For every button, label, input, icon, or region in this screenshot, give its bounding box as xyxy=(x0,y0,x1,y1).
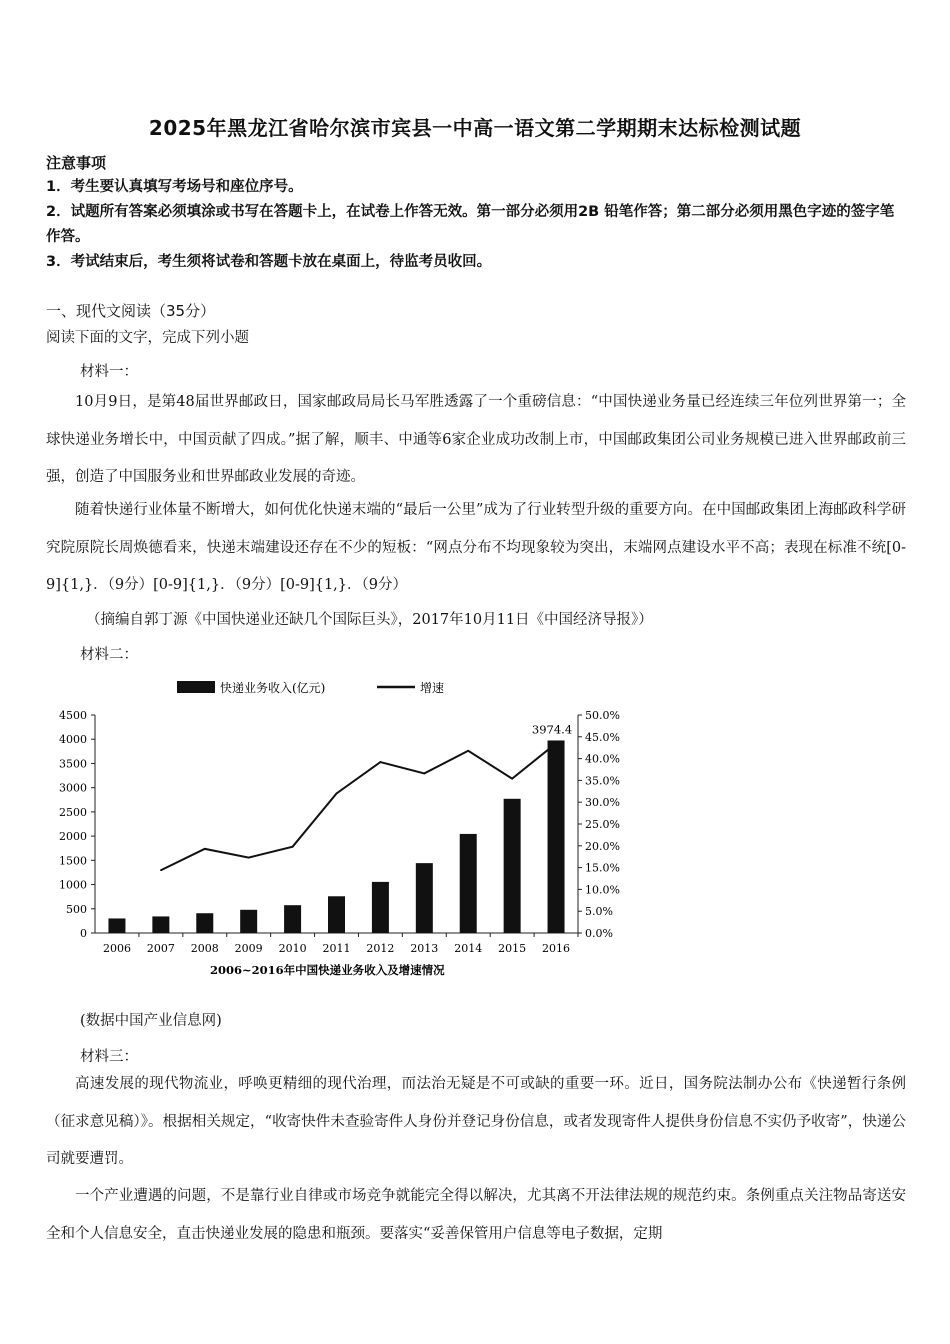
material3-paragraph-1: 高速发展的现代物流业，呼唤更精细的现代治理，而法治无疑是不可或缺的重要一环。近日，国务院法制办公布《快递暂行条例（征求意见稿）》。根据相关规定，“收寄快件未查验寄件人身份并登记身份信息，或者发现寄件人提供身份信息不实仍予收寄”，快递公司就要遭罚。 xyxy=(46,1076,906,1167)
bar-2006 xyxy=(108,918,125,933)
bar-data-label: 3974.4 xyxy=(531,722,573,737)
revenue-growth-chart xyxy=(40,668,640,988)
bar-2008 xyxy=(196,913,213,933)
left-tick-label: 3000 xyxy=(59,781,87,795)
material3-paragraph-2: 一个产业遭遇的问题，不是靠行业自律或市场竞争就能完全得以解决，尤其离不开法律法规的规范约束。条例重点关注物品寄送安全和个人信息安全，直击快递业发展的隐患和瓶颈。要落实“妥善保管用户信息等电子数据，定期 xyxy=(46,1188,906,1242)
x-tick-label: 2012 xyxy=(366,942,395,955)
growth-point xyxy=(336,793,338,795)
material1-paragraph-1: 10月9日，是第48届世界邮政日，国家邮政局局长马军胜透露了一个重磅信息：“中国快递业务量已经连续三年位列世界第一；全球快递业务增长中，中国贡献了四成。”据了解，顺丰、中通等6家企业成功改制上市，中国邮政集团公司业务规模已进入世界邮政前三强，创造了中国服务业和世界邮政业发展的奇迹。 xyxy=(46,394,906,485)
instruction: 阅读下面的文字，完成下列小题 xyxy=(46,330,249,346)
growth-point xyxy=(292,846,294,848)
material1-label: 材料一： xyxy=(80,364,138,380)
left-tick-label: 1000 xyxy=(59,878,87,892)
right-tick-label: 40.0% xyxy=(585,752,620,766)
right-tick-label: 35.0% xyxy=(585,774,620,788)
bar-2009 xyxy=(240,910,257,933)
growth-point xyxy=(511,778,513,780)
growth-line xyxy=(161,743,556,870)
material1-source: （摘编自郭丁源《中国快递业还缺几个国际巨头》，2017年10月11日《中国经济导报》） xyxy=(86,612,653,628)
bar-2015 xyxy=(504,799,521,933)
left-tick-label: 1500 xyxy=(59,854,87,868)
notice-item-1: 1．考生要认真填写考场号和座位序号。 xyxy=(46,179,303,195)
bar-2013 xyxy=(416,863,433,933)
growth-point xyxy=(555,743,557,745)
right-tick-label: 0.0% xyxy=(585,927,613,940)
right-tick-label: 25.0% xyxy=(585,818,620,831)
notice-heading: 注意事项 xyxy=(46,154,107,172)
material2-label: 材料二： xyxy=(80,647,138,663)
bar-2007 xyxy=(152,916,169,933)
x-tick-label: 2016 xyxy=(542,942,571,955)
bar-2012 xyxy=(372,882,389,933)
material1-paragraph-2: 随着快递行业体量不断增大，如何优化快递末端的“最后一公里”成为了行业转型升级的重要方向。在中国邮政集团上海邮政科学研究院原院长周焕德看来，快递末端建设还存在不少的短板：“网点分布不均现象较为突出，末端网点建设水平不高；表现在标准不统[0-9]{1,}．（9分）[0-9]{1,}．（9分）[0-9]{1,}．（9分） xyxy=(46,502,906,593)
right-tick-label: 15.0% xyxy=(585,861,620,875)
notice-item-2: 2．试题所有答案必须填涂或书写在答题卡上，在试卷上作答无效。第一部分必须用2B 铅笔作答；第二部分必须用黑色字迹的签字笔作答。 xyxy=(46,204,895,245)
right-tick-label: 50.0% xyxy=(585,709,620,722)
left-tick-label: 2500 xyxy=(59,805,87,819)
material3-label: 材料三： xyxy=(80,1049,138,1065)
legend-bar-label: 快递业务收入(亿元) xyxy=(220,681,326,695)
bar-2010 xyxy=(284,905,301,933)
right-tick-label: 5.0% xyxy=(585,905,613,919)
chart-legend xyxy=(177,680,444,695)
x-tick-label: 2015 xyxy=(498,942,527,955)
legend-bar-swatch xyxy=(177,681,215,693)
left-tick-label: 4000 xyxy=(59,733,87,747)
x-tick-label: 2007 xyxy=(146,942,175,955)
chart-growth-line xyxy=(160,743,557,871)
left-tick-label: 0 xyxy=(80,927,87,940)
legend-line-label: 增速 xyxy=(420,681,445,695)
growth-point xyxy=(380,761,382,763)
left-tick-label: 500 xyxy=(66,902,87,916)
growth-point xyxy=(467,750,469,752)
left-tick-label: 3500 xyxy=(59,757,87,771)
left-tick-label: 4500 xyxy=(59,709,87,722)
right-tick-label: 45.0% xyxy=(585,730,620,744)
left-tick-label: 2000 xyxy=(59,830,87,844)
notice-item-3: 3．考试结束后，考生须将试卷和答题卡放在桌面上，待监考员收回。 xyxy=(46,254,492,270)
right-tick-label: 30.0% xyxy=(585,796,620,810)
x-tick-label: 2014 xyxy=(454,942,483,955)
x-tick-label: 2013 xyxy=(410,942,439,955)
section-heading xyxy=(46,300,215,321)
growth-point xyxy=(248,857,250,859)
bar-2011 xyxy=(328,896,345,933)
x-tick-label: 2008 xyxy=(190,942,219,955)
bar-2014 xyxy=(460,834,477,933)
bar-2016 xyxy=(548,740,565,933)
section-heading-text: 一、现代文阅读（35分） xyxy=(46,302,216,320)
x-tick-label: 2009 xyxy=(234,942,263,955)
x-tick-label: 2011 xyxy=(322,942,351,955)
page-title: 2025年黑龙江省哈尔滨市宾县一中高一语文第二学期期末达标检测试题 xyxy=(148,116,802,140)
right-tick-label: 10.0% xyxy=(585,883,620,897)
right-tick-label: 20.0% xyxy=(585,839,620,853)
growth-point xyxy=(424,773,426,775)
x-tick-label: 2006 xyxy=(102,942,131,955)
x-tick-label: 2010 xyxy=(278,942,307,955)
growth-point xyxy=(204,848,206,850)
growth-point xyxy=(160,869,162,871)
material2-source: (数据中国产业信息网) xyxy=(80,1013,222,1029)
chart-title: 2006~2016年中国快递业务收入及增速情况 xyxy=(210,963,445,977)
